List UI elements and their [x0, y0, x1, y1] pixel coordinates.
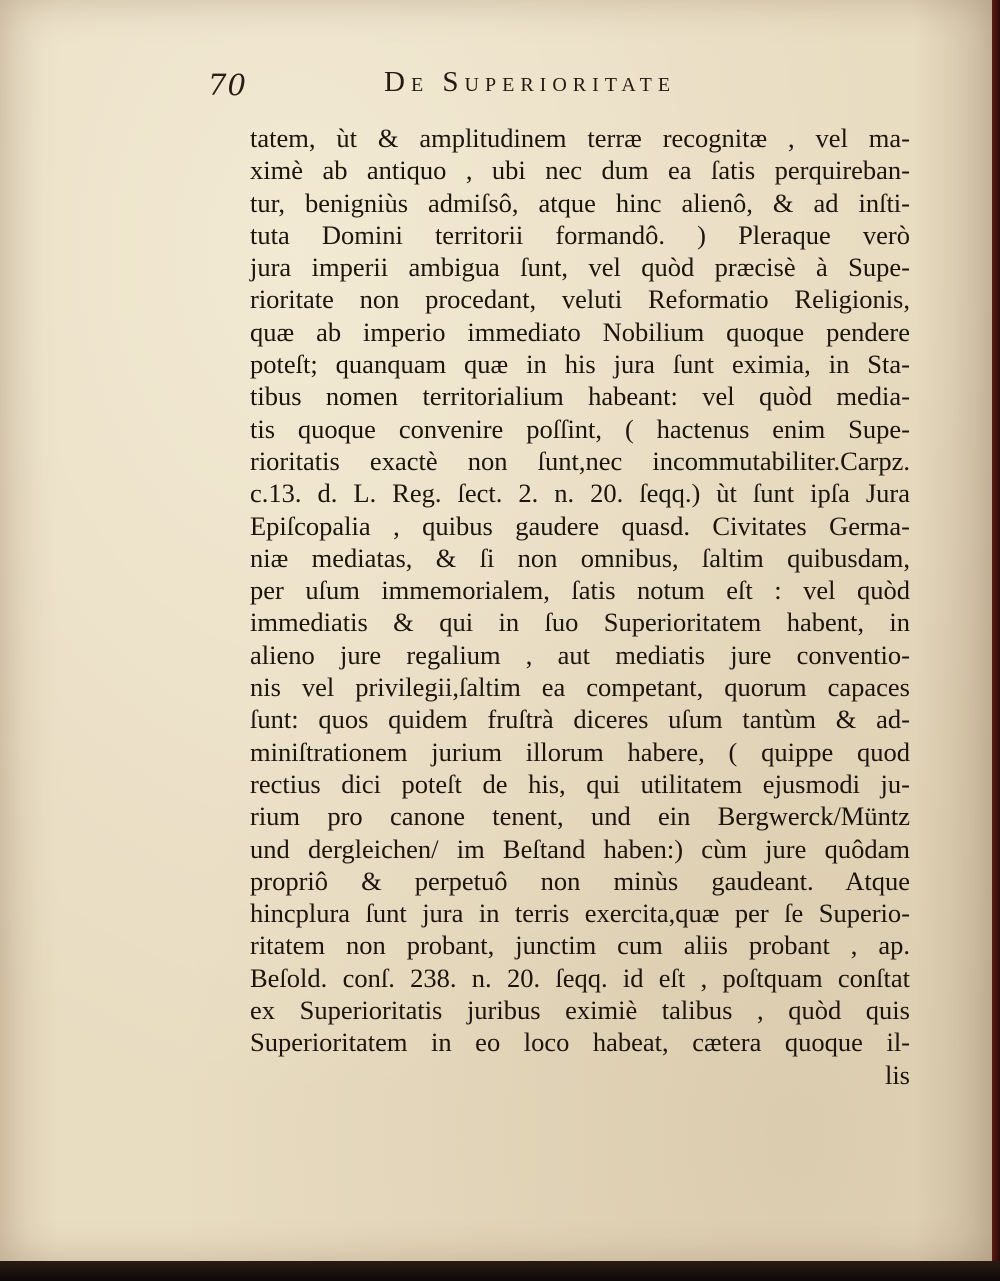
text-line: alieno jure regalium , aut mediatis jure conventio- [250, 639, 910, 670]
text-line: hincplura ſunt jura in terris exercita,quæ per ſe Superio- [250, 898, 910, 929]
text-line: rioritatis exactè non ſunt,nec incommutabiliter.Carpz. [250, 445, 910, 476]
text-line: ritatem non probant, junctim cum aliis probant , ap. [250, 930, 910, 961]
text-line: und dergleichen/ im Beſtand haben:) cùm jure quôdam [250, 833, 910, 864]
text-line: rioritate non procedant, veluti Reformatio Religionis, [250, 284, 910, 315]
text-line: tuta Domini territorii formandô. ) Pleraque verò [250, 219, 910, 250]
text-line: niæ mediatas, & ſi non omnibus, ſaltim quibusdam, [250, 542, 910, 573]
text-line: rium pro canone tenent, und ein Bergwerck/Müntz [250, 801, 910, 832]
page-edge-bottom [0, 1261, 1000, 1281]
text-line: ex Superioritatis juribus eximiè talibus , quòd quis [250, 995, 910, 1026]
page-edge-right [992, 0, 1000, 1281]
text-line: ſunt: quos quidem fruſtrà diceres uſum tantùm & ad- [250, 704, 910, 735]
text-line: poteſt; quanquam quæ in his jura ſunt eximia, in Sta- [250, 349, 910, 380]
text-line: Beſold. conſ. 238. n. 20. ſeqq. id eſt , poſtquam conſtat [250, 962, 910, 993]
text-line: immediatis & qui in ſuo Superioritatem habent, in [250, 607, 910, 638]
text-line: rectius dici poteſt de his, qui utilitatem ejusmodi ju- [250, 768, 910, 799]
text-line: tis quoque convenire poſſint, ( hactenus enim Supe- [250, 413, 910, 444]
text-line: miniſtrationem jurium illorum habere, ( quippe quod [250, 736, 910, 767]
text-line: Epiſcopalia , quibus gaudere quasd. Civitates Germa- [250, 510, 910, 541]
text-line: Superioritatem in eo loco habeat, cætera quoque il- [250, 1027, 910, 1058]
page-number: 70 [208, 68, 247, 102]
text-line: c.13. d. L. Reg. ſect. 2. n. 20. ſeqq.) ùt ſunt ipſa Jura [250, 478, 910, 509]
text-line: per uſum immemorialem, ſatis notum eſt : vel quòd [250, 575, 910, 606]
text-line: tibus nomen territorialium habeant: vel quòd media- [250, 381, 910, 412]
catchword-line: lis [884, 1059, 910, 1090]
text-line: quæ ab imperio immediato Nobilium quoque pendere [250, 316, 910, 347]
text-line: ximè ab antiquo , ubi nec dum ea ſatis perquireban- [250, 155, 910, 186]
text-line: tur, benigniùs admiſsô, atque hinc alienô, & ad inſti- [250, 187, 910, 218]
text-line: nis vel privilegii,ſaltim ea competant, quorum capaces [250, 672, 910, 703]
text-line: propriô & perpetuô non minùs gaudeant. Atque [250, 865, 910, 896]
text-line: tatem, ùt & amplitudinem terræ recognitæ , vel ma- [250, 123, 910, 153]
running-head: De Superioritate [384, 66, 677, 98]
body-text [250, 122, 910, 1091]
text-line: jura imperii ambigua ſunt, vel quòd præcisè à Supe- [250, 252, 910, 283]
